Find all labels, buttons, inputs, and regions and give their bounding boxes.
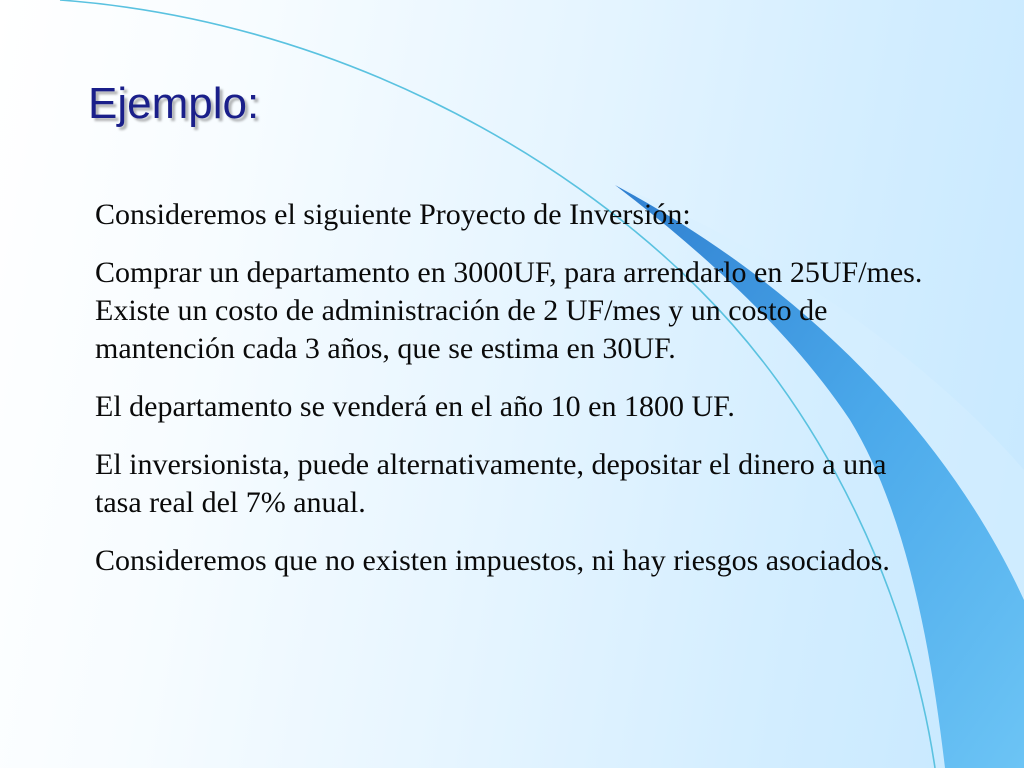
slide-body	[95, 196, 935, 600]
paragraph-sale: El departamento se venderá en el año 10 en 1800 UF.	[95, 390, 735, 423]
slide-title: Ejemplo:	[88, 79, 260, 128]
paragraph-purchase-details: Comprar un departamento en 3000UF, para arrendarlo en 25UF/mes. Existe un costo de administración de 2 UF/mes y un costo de mantención cada 3 años, que se estima en 30UF.	[95, 256, 923, 365]
paragraph-assumptions: Consideremos que no existen impuestos, ni hay riesgos asociados.	[95, 544, 890, 577]
paragraph-alternative-investment: El inversionista, puede alternativamente, depositar el dinero a una tasa real del 7% anual.	[95, 448, 887, 519]
paragraph-intro: Consideremos el siguiente Proyecto de Inversión:	[95, 198, 691, 231]
